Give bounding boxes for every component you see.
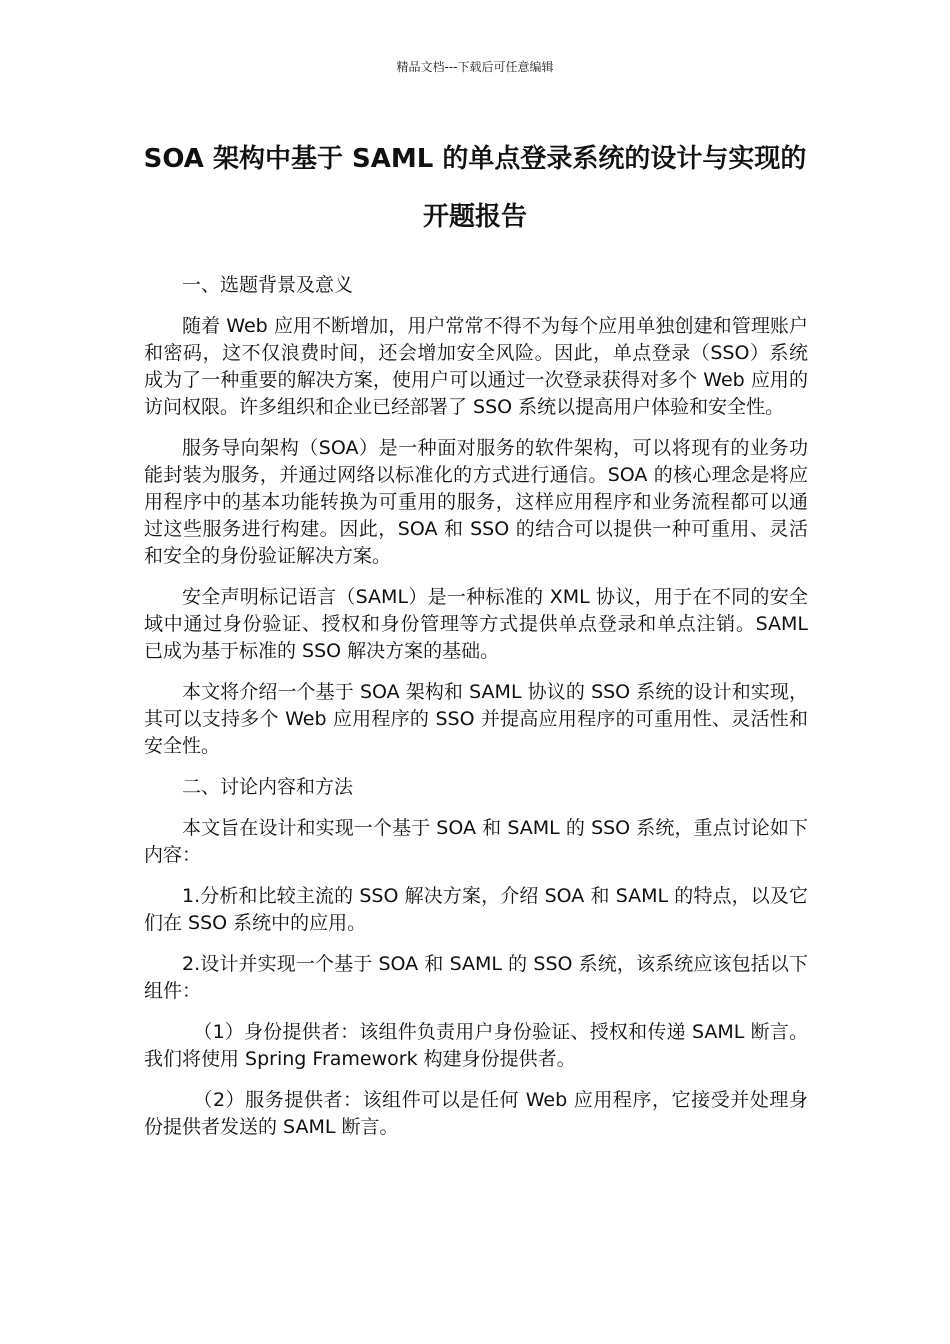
list-item-2: 2.设计并实现一个基于 SOA 和 SAML 的 SSO 系统，该系统应该包括以下组件：	[144, 953, 808, 1002]
paragraph-scope: 本文将介绍一个基于 SOA 架构和 SAML 协议的 SSO 系统的设计和实现，其可以支持多个 Web 应用程序的 SSO 并提高应用程序的可重用性、灵活性和安全性。	[144, 681, 808, 757]
section-heading-background: 一、选题背景及意义	[182, 274, 354, 296]
paragraph-goal: 本文旨在设计和实现一个基于 SOA 和 SAML 的 SSO 系统，重点讨论如下内容：	[144, 817, 808, 866]
paragraph-sso-intro: 随着 Web 应用不断增加，用户常常不得不为每个应用单独创建和管理账户和密码，这不仅浪费时间，还会增加安全风险。因此，单点登录（SSO）系统成为了一种重要的解决方案，使用户可以通过一次登录获得对多个 Web 应用的访问权限。许多组织和企业已经部署了 SSO 系统以提高用户体验和安全性。	[144, 315, 808, 418]
document-title: SOA 架构中基于 SAML 的单点登录系统的设计与实现的开题报告	[143, 144, 807, 232]
document-body	[144, 272, 808, 1155]
paragraph-saml: 安全声明标记语言（SAML）是一种标准的 XML 协议，用于在不同的安全域中通过身份验证、授权和身份管理等方式提供单点登录和单点注销。SAML 已成为基于标准的 SSO 解决方案的基础。	[144, 586, 808, 662]
page-header: 精品文档---下载后可任意编辑	[396, 60, 554, 74]
list-item-1: 1.分析和比较主流的 SSO 解决方案，介绍 SOA 和 SAML 的特点，以及它们在 SSO 系统中的应用。	[144, 885, 808, 934]
paragraph-soa: 服务导向架构（SOA）是一种面对服务的软件架构，可以将现有的业务功能封装为服务，并通过网络以标准化的方式进行通信。SOA 的核心理念是将应用程序中的基本功能转换为可重用的服务，这样应用程序和业务流程都可以通过这些服务进行构建。因此，SOA 和 SSO 的结合可以提供一种可重用、灵活和安全的身份验证解决方案。	[144, 437, 808, 567]
sub-item-identity-provider: （1）身份提供者：该组件负责用户身份验证、授权和传递 SAML 断言。我们将使用 Spring Framework 构建身份提供者。	[144, 1021, 808, 1070]
sub-item-service-provider: （2）服务提供者：该组件可以是任何 Web 应用程序，它接受并处理身份提供者发送的 SAML 断言。	[144, 1089, 808, 1138]
section-heading-content: 二、讨论内容和方法	[182, 776, 354, 798]
